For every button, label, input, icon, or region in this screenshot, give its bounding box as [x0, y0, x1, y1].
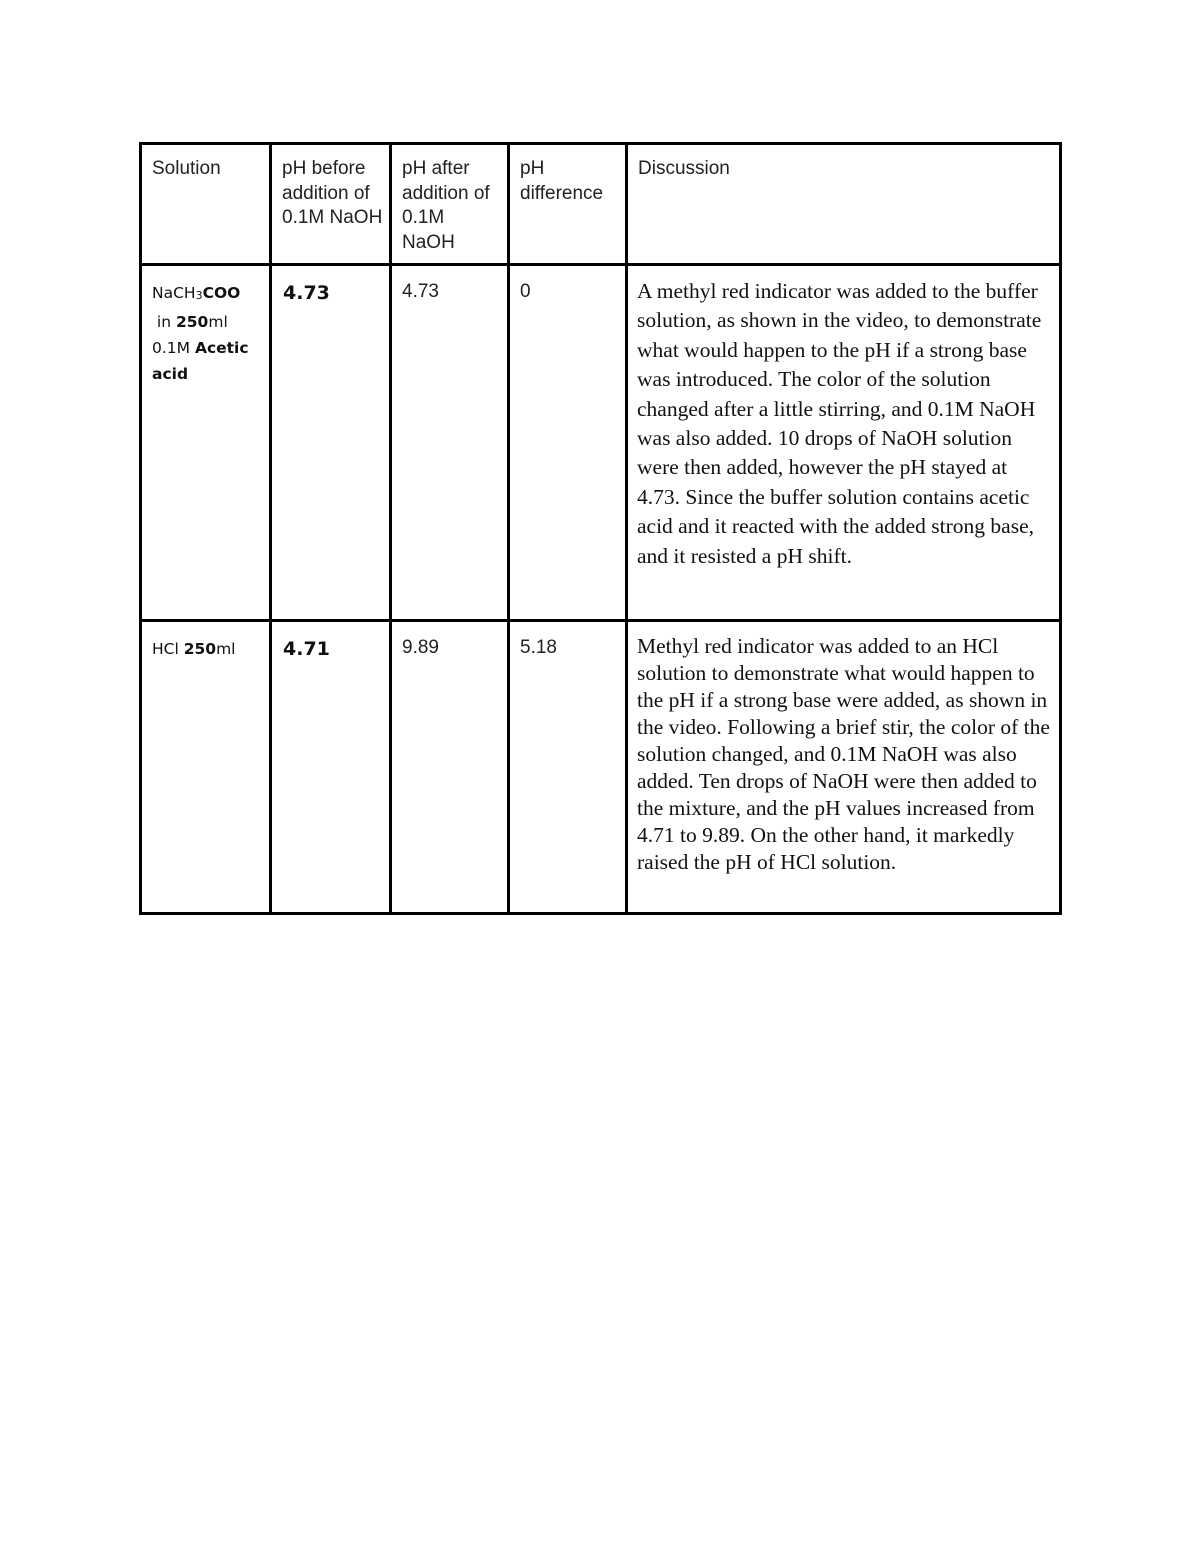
cell-solution — [141, 621, 271, 914]
cell-ph-difference — [509, 621, 627, 914]
table-header-row — [141, 144, 1061, 265]
solution-text: COO — [202, 284, 241, 302]
cell-ph-before — [271, 265, 391, 621]
cell-discussion — [627, 265, 1061, 621]
header-cell-ph-difference — [509, 144, 627, 265]
results-table — [139, 142, 1062, 915]
header-cell-ph-after — [391, 144, 509, 265]
solution-name — [142, 622, 269, 662]
solution-text: NaCH — [152, 284, 196, 302]
cell-ph-difference — [509, 265, 627, 621]
header-ph-difference: pH difference — [520, 158, 604, 204]
cell-ph-after — [391, 621, 509, 914]
header-cell-discussion — [627, 144, 1061, 265]
ph-after-value: 9.89 — [402, 637, 439, 658]
ph-after-value: 4.73 — [402, 281, 439, 302]
ph-before-value: 4.71 — [283, 638, 330, 660]
discussion-text: Methyl red indicator was added to an HCl solution to demonstrate what would happen to the pH if a strong base were added, as shown in the video. Following a brief stir, the color of the solution changed, and 0.1M NaOH was also added. Ten drops of NaOH were then added to the mixture, and the pH values increased from 4.71 to 9.89. On the other hand, it markedly raised the pH of HCl solution. — [637, 634, 1050, 874]
solution-text: 250 — [183, 640, 217, 658]
cell-ph-before — [271, 621, 391, 914]
cell-solution — [141, 265, 271, 621]
table-row — [141, 621, 1061, 914]
solution-text: in — [152, 313, 176, 331]
ph-difference-value: 0 — [520, 281, 531, 302]
solution-text: ml — [208, 313, 228, 331]
solution-text: HCl — [152, 640, 184, 658]
header-cell-ph-before — [271, 144, 391, 265]
solution-name — [142, 266, 269, 387]
ph-difference-value: 5.18 — [520, 637, 557, 658]
header-cell-solution — [141, 144, 271, 265]
discussion-text: A methyl red indicator was added to the buffer solution, as shown in the video, to demonstrate what would happen to the pH if a strong base was introduced. The color of the solution changed after a little stirring, and 0.1M NaOH was also added. 10 drops of NaOH solution were then added, however the pH stayed at 4.73. Since the buffer solution contains acetic acid and it reacted with the added strong base, and it resisted a pH shift. — [637, 279, 1042, 568]
header-discussion: Discussion — [638, 158, 730, 179]
header-ph-before: pH before addition of 0.1M NaOH — [282, 158, 383, 228]
header-ph-after: pH after addition of 0.1M NaOH — [402, 158, 490, 253]
ph-before-value: 4.73 — [283, 282, 330, 304]
cell-ph-after — [391, 265, 509, 621]
solution-text: Acetic acid — [152, 339, 249, 383]
cell-discussion — [627, 621, 1061, 914]
header-solution: Solution — [152, 158, 221, 179]
solution-subscript: 3 — [195, 289, 203, 302]
solution-text: 0.1M — [152, 339, 195, 357]
solution-text: ml — [216, 640, 236, 658]
table-row — [141, 265, 1061, 621]
solution-text: 250 — [175, 313, 209, 331]
